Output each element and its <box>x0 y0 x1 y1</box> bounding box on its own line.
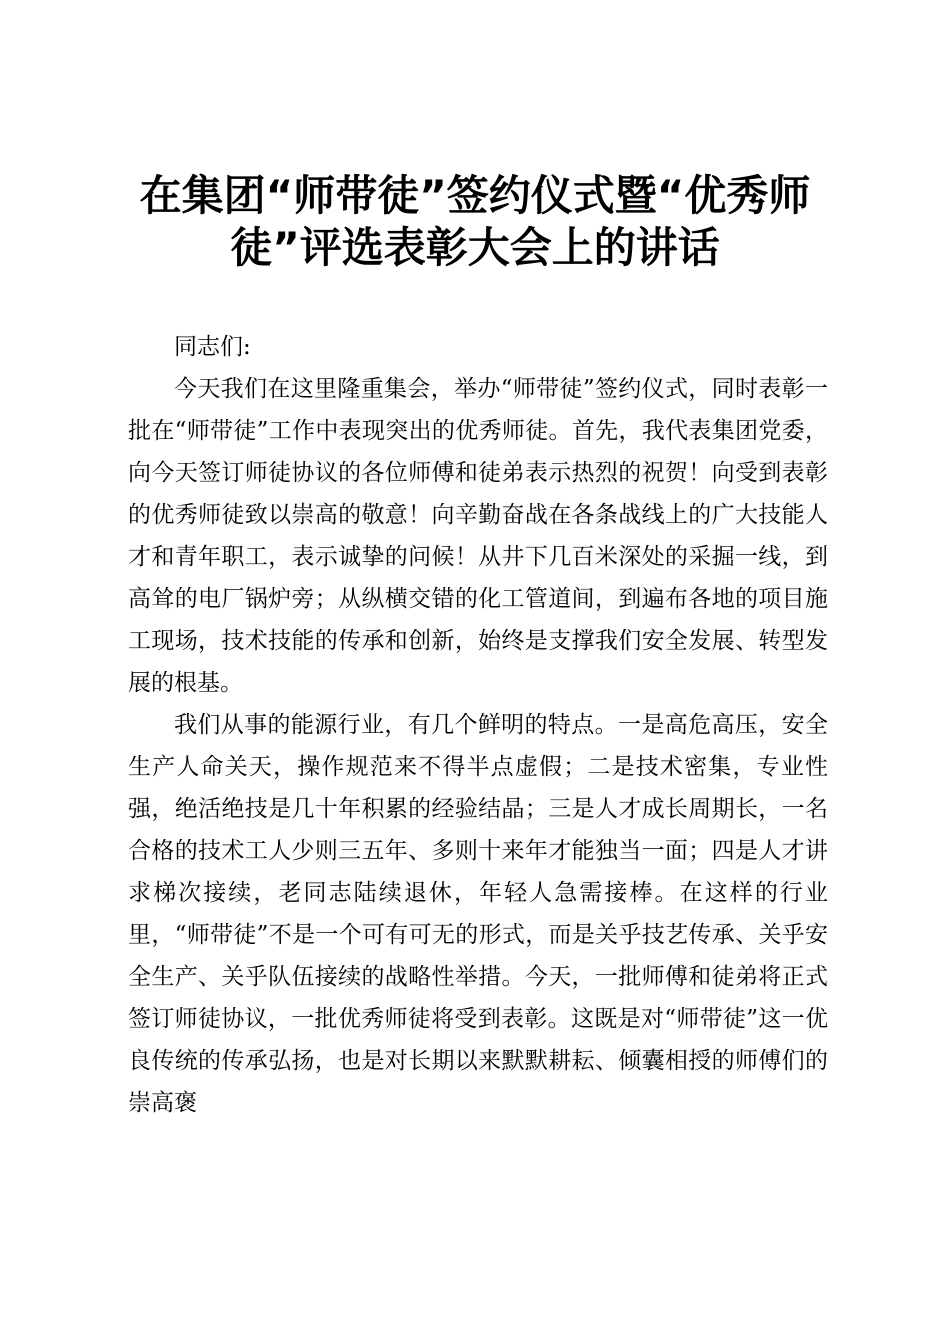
document-title: 在集团“师带徒”签约仪式暨“优秀师徒”评选表彰大会上的讲话 <box>139 171 811 272</box>
paragraph-2: 我们从事的能源行业，有几个鲜明的特点。一是高危高压，安全生产人命关天，操作规范来不得半点虚假；二是技术密集，专业性强，绝活绝技是几十年积累的经验结晶；三是人才成长周期长，一名合格的技术工人少则三五年、多则十来年才能独当一面；四是人才讲求梯次接续，老同志陆续退休，年轻人急需接棒。在这样的行业里，“师带徒”不是一个可有可无的形式，而是关乎技艺传承、关乎安全生产、关乎队伍接续的战略性举措。今天，一批师傅和徒弟将正式签订师徒协议，一批优秀师徒将受到表彰。这既是对“师带徒”这一优良传统的传承弘扬，也是对长期以来默默耕耘、倾囊相授的师傅们的崇高褒 <box>128 712 828 1116</box>
document-body <box>128 326 828 1124</box>
salutation: 同志们: <box>174 334 251 360</box>
paragraph-1: 今天我们在这里隆重集会，举办“师带徒”签约仪式，同时表彰一批在“师带徒”工作中表现突出的优秀师徒。首先，我代表集团党委，向今天签订师徒协议的各位师傅和徒弟表示热烈的祝贺！向受到表彰的优秀师徒致以崇高的敬意！向辛勤奋战在各条战线上的广大技能人才和青年职工，表示诚挚的问候！从井下几百米深处的采掘一线，到高耸的电厂锅炉旁；从纵横交错的化工管道间，到遍布各地的项目施工现场，技术技能的传承和创新，始终是支撑我们安全发展、转型发展的根基。 <box>128 376 828 696</box>
